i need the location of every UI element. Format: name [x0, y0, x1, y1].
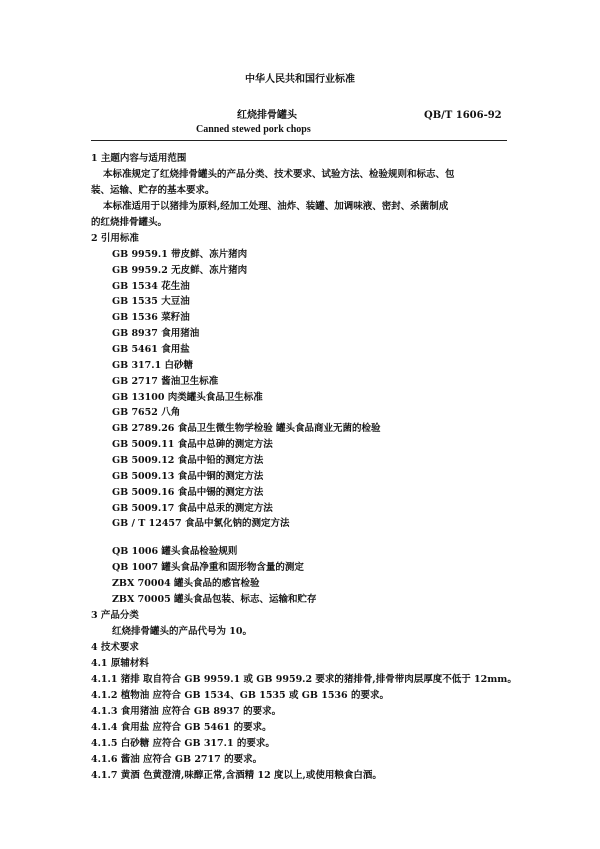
reference-item: GB 2717 酱油卫生标准 [112, 376, 219, 387]
requirement-item: 4.1.7 黄酒 色黄澄清,味醇正常,含酒精 12 度以上,或使用粮食白酒。 [91, 770, 382, 781]
section-1-para1-line2: 装、运输、贮存的基本要求。 [91, 185, 215, 196]
english-product-name: Canned stewed pork chops [196, 124, 311, 135]
reference-item: GB / T 12457 食品中氯化钠的测定方法 [112, 518, 290, 529]
requirement-item: 4.1.2 植物油 应符合 GB 1534、GB 1535 或 GB 1536 的要求。 [91, 690, 389, 701]
reference-item: GB 5009.17 食品中总汞的测定方法 [112, 503, 273, 514]
section-1-para2-line2: 的红烧排骨罐头。 [91, 217, 168, 228]
reference-item: GB 7652 八角 [112, 407, 181, 418]
reference-item: GB 5009.11 食品中总砷的测定方法 [112, 439, 273, 450]
requirement-item: 4.1.6 酱油 应符合 GB 2717 的要求。 [91, 754, 263, 765]
section-1-para2-line1: 本标准适用于以猪排为原料,经加工处理、油炸、装罐、加调味液、密封、杀菌制成 [103, 201, 449, 212]
requirement-item: 4.1.1 猪排 取自符合 GB 9959.1 或 GB 9959.2 要求的猪排骨,排骨带肉层厚度不低于 12mm。 [91, 674, 517, 685]
section-1-para1-line1: 本标准规定了红烧排骨罐头的产品分类、技术要求、试验方法、检验规则和标志、包 [103, 169, 455, 180]
reference-item: GB 9959.1 带皮鲜、冻片猪肉 [112, 249, 248, 260]
section-2-heading: 2 引用标准 [91, 233, 139, 244]
standard-type-title: 中华人民共和国行业标准 [245, 74, 355, 85]
product-name-title: 红烧排骨罐头 [237, 110, 297, 121]
section-4-1-heading: 4.1 原辅材料 [91, 658, 149, 669]
section-3-heading: 3 产品分类 [91, 610, 139, 621]
reference-item: GB 1535 大豆油 [112, 296, 190, 307]
reference-item: GB 2789.26 食品卫生微生物学检验 罐头食品商业无菌的检验 [112, 423, 381, 434]
section-3-text: 红烧排骨罐头的产品代号为 10。 [112, 626, 253, 637]
reference-item: QB 1006 罐头食品检验规则 [112, 546, 238, 557]
reference-item: GB 5461 食用盐 [112, 344, 190, 355]
section-1-heading: 1 主题内容与适用范围 [91, 153, 187, 164]
requirement-item: 4.1.3 食用猪油 应符合 GB 8937 的要求。 [91, 706, 282, 717]
reference-item: GB 13100 肉类罐头食品卫生标准 [112, 392, 263, 403]
reference-item: GB 5009.12 食品中铅的测定方法 [112, 455, 264, 466]
requirement-item: 4.1.5 白砂糖 应符合 GB 317.1 的要求。 [91, 738, 275, 749]
requirement-item: 4.1.4 食用盐 应符合 GB 5461 的要求。 [91, 722, 272, 733]
reference-item: ZBX 70005 罐头食品包装、标志、运输和贮存 [112, 594, 317, 605]
reference-item: QB 1007 罐头食品净重和固形物含量的测定 [112, 562, 304, 573]
standard-code: QB/T 1606-92 [424, 110, 502, 121]
reference-item: GB 8937 食用猪油 [112, 328, 200, 339]
reference-item: ZBX 70004 罐头食品的感官检验 [112, 578, 260, 589]
reference-item: GB 9959.2 无皮鲜、冻片猪肉 [112, 265, 248, 276]
reference-item: GB 317.1 白砂糖 [112, 360, 194, 371]
reference-item: GB 1534 花生油 [112, 281, 190, 292]
reference-item: GB 5009.16 食品中锡的测定方法 [112, 487, 264, 498]
section-4-heading: 4 技术要求 [91, 642, 139, 653]
reference-item: GB 5009.13 食品中铜的测定方法 [112, 471, 264, 482]
header-divider [91, 140, 507, 141]
reference-item: GB 1536 菜籽油 [112, 312, 190, 323]
